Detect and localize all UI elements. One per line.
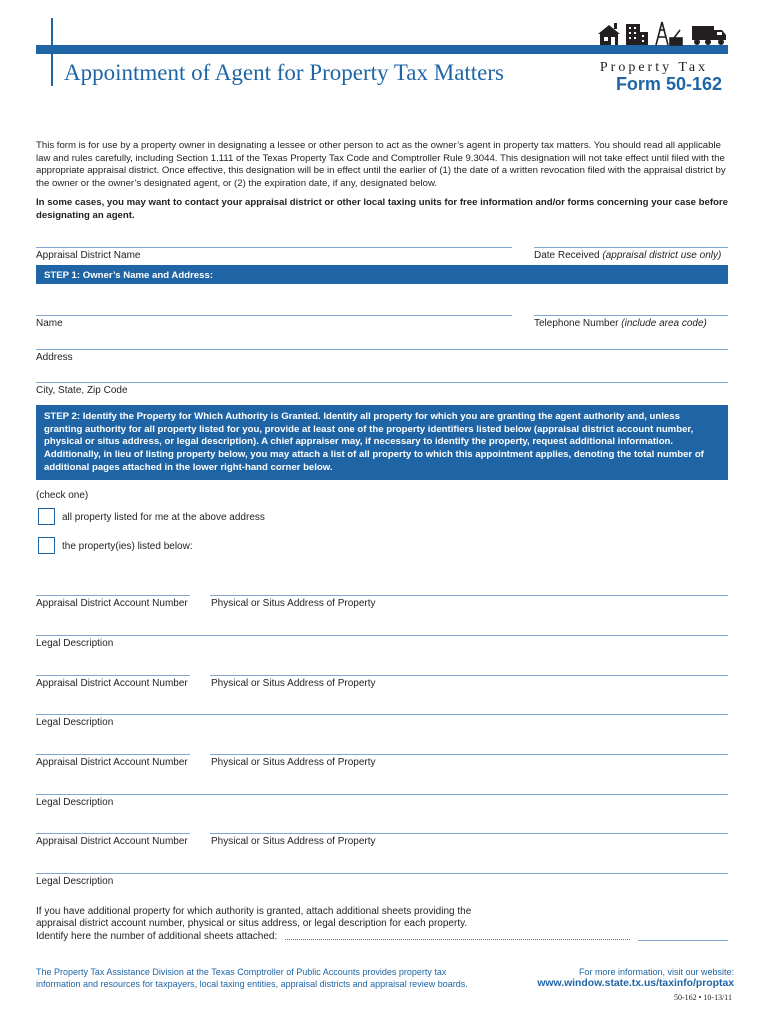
- additional-line-3: Identify here the number of additional sheets attached:: [36, 931, 278, 942]
- physical-address-label: Physical or Situs Address of Property: [211, 678, 376, 689]
- address-label: Address: [36, 352, 73, 363]
- date-received-field[interactable]: [534, 247, 728, 248]
- account-number-field-1[interactable]: [36, 595, 190, 596]
- listed-property-label: the property(ies) listed below:: [62, 541, 193, 552]
- legal-description-field-2[interactable]: [36, 714, 728, 715]
- header-blue-bar: [36, 45, 728, 54]
- footer-right-line-1: For more information, visit our website:: [578, 967, 734, 977]
- account-number-field-4[interactable]: [36, 833, 190, 834]
- footer-right: [500, 966, 734, 990]
- house-icon: [598, 23, 620, 45]
- account-number-field-2[interactable]: [36, 675, 190, 676]
- physical-address-field-2[interactable]: [210, 675, 728, 676]
- revision-code: 50-162 • 10-13/11: [673, 993, 732, 1002]
- all-property-checkbox[interactable]: [38, 508, 55, 525]
- footer-left-line-1: The Property Tax Assistance Division at the Texas Comptroller of Public Accounts provides property tax: [36, 967, 447, 977]
- physical-address-field-1[interactable]: [210, 595, 728, 596]
- account-number-label: Appraisal District Account Number: [36, 836, 188, 847]
- legal-description-field-1[interactable]: [36, 635, 728, 636]
- additional-line-1: If you have additional property for which authority is granted, attach additional sheets providing the: [36, 906, 472, 917]
- telephone-field[interactable]: [534, 315, 728, 316]
- legal-description-label: Legal Description: [36, 797, 114, 808]
- additional-line-2: appraisal district account number, physical or situs address, or legal description for each property.: [36, 918, 468, 929]
- building-icon: [626, 24, 648, 45]
- additional-sheets-count-field[interactable]: [638, 940, 728, 941]
- check-one-label: (check one): [36, 490, 89, 501]
- intro-paragraph: This form is for use by a property owner in designating a lessee or other person to act as the owner’s agent in property tax matters. You should read all applicable law and rules carefully, including Section 1.111 of the Texas Property Tax Code and Comptroller Rule 9.3044. This designation will not take effect until filed with the appropriate appraisal district. Once effective, this designation will be in effect until the earlier of (1) the date of a written revocation filed with the appraisal district by the owner or the owner’s designated agent, or (2) the expiration date, if any, designated below.: [36, 140, 726, 189]
- step1-heading: STEP 1: Owner’s Name and Address:: [36, 265, 728, 284]
- legal-description-label: Legal Description: [36, 638, 114, 649]
- legal-description-field-4[interactable]: [36, 873, 728, 874]
- dot-leader: [285, 939, 630, 940]
- listed-property-checkbox[interactable]: [38, 537, 55, 554]
- form-category: Property Tax: [599, 60, 709, 75]
- account-number-label: Appraisal District Account Number: [36, 678, 188, 689]
- account-number-field-3[interactable]: [36, 754, 190, 755]
- step2-heading: STEP 2: Identify the Property for Which Authority is Granted. Identify all property for which you are granting the agent authority and, unless granting authority for all property listed for you, provide at least one of the property identifiers listed below (appraisal district account number, physical or situs address, or legal description). A chief appraiser may, if necessary to identify the property, request additional information. Additionally, in lieu of listing property below, you may attach a list of all property to which this appointment applies, denoting the total number of additional pages attached in the lower right-hand corner below.: [36, 405, 728, 480]
- physical-address-field-3[interactable]: [210, 754, 728, 755]
- physical-address-field-4[interactable]: [210, 833, 728, 834]
- legal-description-field-3[interactable]: [36, 794, 728, 795]
- owner-name-field[interactable]: [36, 315, 512, 316]
- address-field[interactable]: [36, 349, 728, 350]
- truck-icon: [692, 26, 726, 45]
- physical-address-label: Physical or Situs Address of Property: [211, 836, 376, 847]
- legal-description-label: Legal Description: [36, 876, 114, 887]
- owner-name-label: Name: [36, 318, 63, 329]
- date-received-label: Date Received (appraisal district use only): [534, 250, 722, 261]
- header-icons: [596, 20, 728, 46]
- city-state-zip-field[interactable]: [36, 382, 728, 383]
- appraisal-district-name-label: Appraisal District Name: [36, 250, 141, 261]
- intro-bold-note: In some cases, you may want to contact your appraisal district or other local taxing units for free information and/or forms concerning your case before designating an agent.: [36, 197, 728, 221]
- account-number-label: Appraisal District Account Number: [36, 598, 188, 609]
- oil-derrick-icon: [656, 22, 682, 45]
- physical-address-label: Physical or Situs Address of Property: [211, 757, 376, 768]
- form-number: Form 50-162: [615, 74, 722, 94]
- footer-left-line-2: information and resources for taxpayers, local taxing entities, appraisal districts and appraisal review boards.: [36, 979, 468, 989]
- all-property-label: all property listed for me at the above address: [62, 512, 265, 523]
- website-link[interactable]: www.window.state.tx.us/taxinfo/proptax: [537, 978, 734, 989]
- form-title: Appointment of Agent for Property Tax Matters: [64, 60, 504, 85]
- legal-description-label: Legal Description: [36, 717, 114, 728]
- city-state-zip-label: City, State, Zip Code: [36, 385, 128, 396]
- appraisal-district-name-field[interactable]: [36, 247, 512, 248]
- physical-address-label: Physical or Situs Address of Property: [211, 598, 376, 609]
- account-number-label: Appraisal District Account Number: [36, 757, 188, 768]
- telephone-label: Telephone Number (include area code): [534, 318, 707, 329]
- footer-left: [36, 966, 468, 990]
